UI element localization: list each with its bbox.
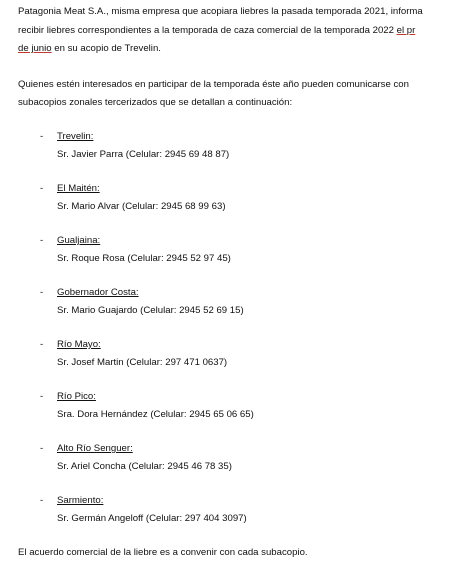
- para2-line-2: subacopios zonales tercerizados que se detallan a continuación:: [18, 97, 293, 108]
- closing-line: El acuerdo comercial de la liebre es a convenir con cada subacopio.: [18, 547, 308, 558]
- intro-line-1: Patagonia Meat S.A., misma empresa que acopiara liebres la pasada temporada 2021, informa: [18, 6, 423, 17]
- contact-info: Sr. Javier Parra (Celular: 2945 69 48 87): [57, 149, 230, 160]
- intro-line-2-text: recibir liebres correspondientes a la temporada de caza comercial de la temporada 2022: [18, 25, 397, 36]
- location-label: Gobernador Costa:: [57, 287, 139, 298]
- location-label: Río Mayo:: [57, 339, 101, 350]
- contact-info: Sr. Germán Angeloff (Celular: 297 404 3097): [57, 513, 247, 524]
- list-bullet: -: [40, 443, 44, 454]
- list-bullet: -: [40, 287, 44, 298]
- location-label: Trevelin:: [57, 131, 94, 142]
- location-label: El Maitén:: [57, 183, 100, 194]
- list-bullet: -: [40, 235, 44, 246]
- intro-line-2: [18, 25, 415, 37]
- para2-line-1: Quienes estén interesados en participar de la temporada éste año pueden comunicarse con: [18, 79, 409, 90]
- contact-info: Sr. Josef Martin (Celular: 297 471 0637): [57, 357, 228, 368]
- list-bullet: -: [40, 339, 44, 350]
- list-bullet: -: [40, 391, 44, 402]
- contact-info: Sr. Ariel Concha (Celular: 2945 46 78 35): [57, 461, 232, 472]
- location-label: Río Pico:: [57, 391, 96, 402]
- intro-line-3-text: en su acopio de Trevelin.: [51, 43, 161, 54]
- contact-info: Sr. Mario Guajardo (Celular: 2945 52 69 15): [57, 305, 244, 316]
- contact-info: Sra. Dora Hernández (Celular: 2945 65 06 65): [57, 409, 254, 420]
- list-bullet: -: [40, 183, 44, 194]
- intro-date-fragment: el pr: [396, 25, 416, 36]
- location-label: Alto Río Senguer:: [57, 443, 133, 454]
- location-label: Gualjaina:: [57, 235, 101, 246]
- list-bullet: -: [40, 131, 44, 142]
- list-bullet: -: [40, 495, 44, 506]
- location-label: Sarmiento:: [57, 495, 104, 506]
- contact-info: Sr. Mario Alvar (Celular: 2945 68 99 63): [57, 201, 226, 212]
- intro-date-month: de junio: [18, 43, 52, 54]
- contact-info: Sr. Roque Rosa (Celular: 2945 52 97 45): [57, 253, 231, 264]
- intro-line-3: [18, 43, 161, 55]
